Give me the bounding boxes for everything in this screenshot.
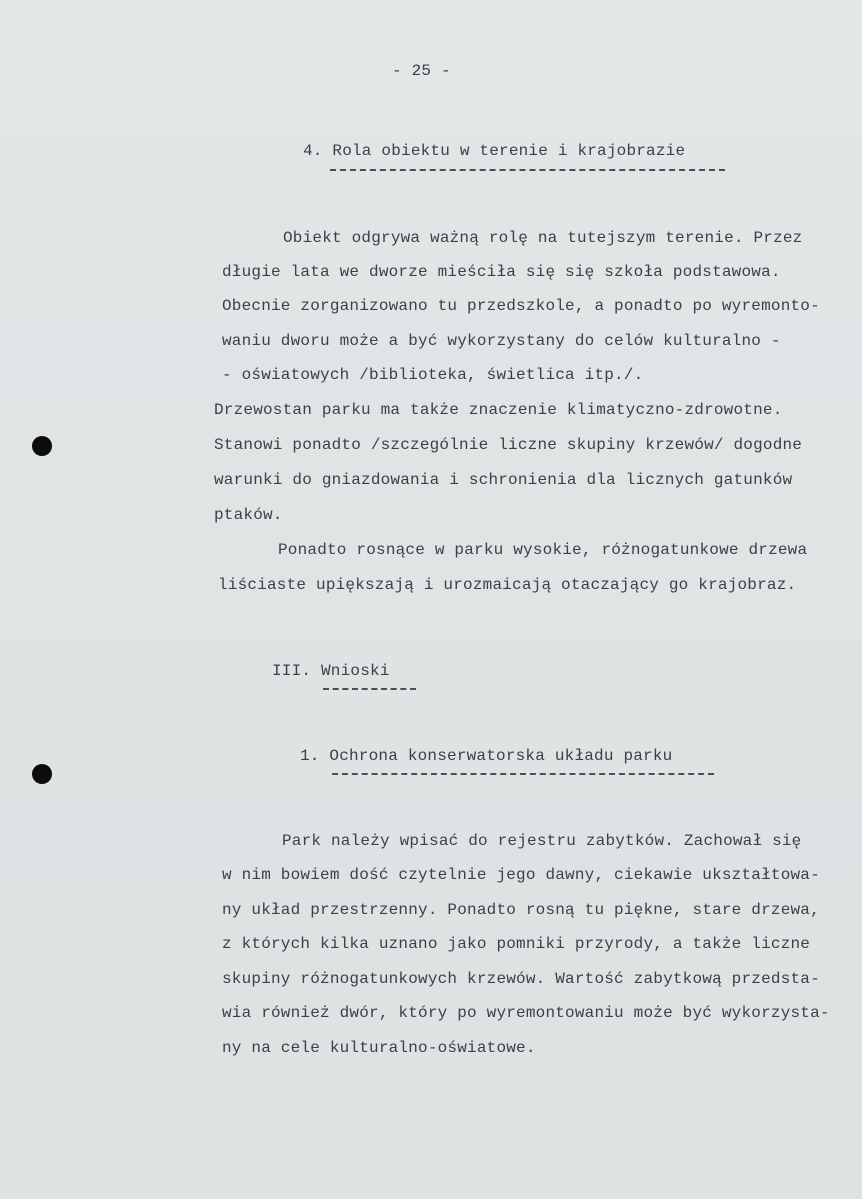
- section-4-line: ptaków.: [214, 506, 283, 524]
- section-4-line: Drzewostan parku ma także znaczenie klimatyczno-zdrowotne.: [214, 401, 783, 419]
- subsection-1-line: w nim bowiem dość czytelnie jego dawny, ciekawie ukształtowa-: [222, 866, 820, 884]
- section-4-line: liściaste upiększają i urozmaicają otaczający go krajobraz.: [218, 576, 797, 594]
- page-number: - 25 -: [392, 62, 451, 80]
- section-4-line: Stanowi ponadto /szczególnie liczne skupiny krzewów/ dogodne: [214, 436, 803, 454]
- section-4-underline: [330, 169, 725, 171]
- section-4-line: - oświatowych /biblioteka, świetlica itp./.: [222, 366, 644, 384]
- subsection-1-line: wia również dwór, który po wyremontowaniu może być wykorzysta-: [222, 1004, 830, 1022]
- section-iii-underline: [323, 688, 416, 690]
- section-4-line: warunki do gniazdowania i schronienia dla licznych gatunków: [214, 471, 793, 489]
- punch-hole-top: [32, 436, 52, 456]
- punch-hole-bottom: [32, 764, 52, 784]
- subsection-1-line: ny na cele kulturalno-oświatowe.: [222, 1039, 536, 1057]
- section-4-line: Obecnie zorganizowano tu przedszkole, a ponadto po wyremonto-: [222, 297, 820, 315]
- section-4-line: Ponadto rosnące w parku wysokie, różnogatunkowe drzewa: [278, 541, 808, 559]
- subsection-1-line: skupiny różnogatunkowych krzewów. Wartość zabytkową przedsta-: [222, 970, 820, 988]
- section-4-line: długie lata we dworze mieściła się się szkoła podstawowa.: [222, 263, 781, 281]
- subsection-1-underline: [332, 773, 714, 775]
- subsection-1-line: z których kilka uznano jako pomniki przyrody, a także liczne: [222, 935, 811, 953]
- subsection-1-line: ny układ przestrzenny. Ponadto rosną tu piękne, stare drzewa,: [222, 901, 820, 919]
- section-4-heading: 4. Rola obiektu w terenie i krajobrazie: [303, 142, 686, 160]
- subsection-1-heading: 1. Ochrona konserwatorska układu parku: [300, 747, 673, 765]
- section-4-line: Obiekt odgrywa ważną rolę na tutejszym terenie. Przez: [283, 229, 803, 247]
- subsection-1-line: Park należy wpisać do rejestru zabytków. Zachował się: [282, 832, 802, 850]
- section-iii-heading: III. Wnioski: [272, 662, 390, 680]
- section-4-line: waniu dworu może a być wykorzystany do celów kulturalno -: [222, 332, 781, 350]
